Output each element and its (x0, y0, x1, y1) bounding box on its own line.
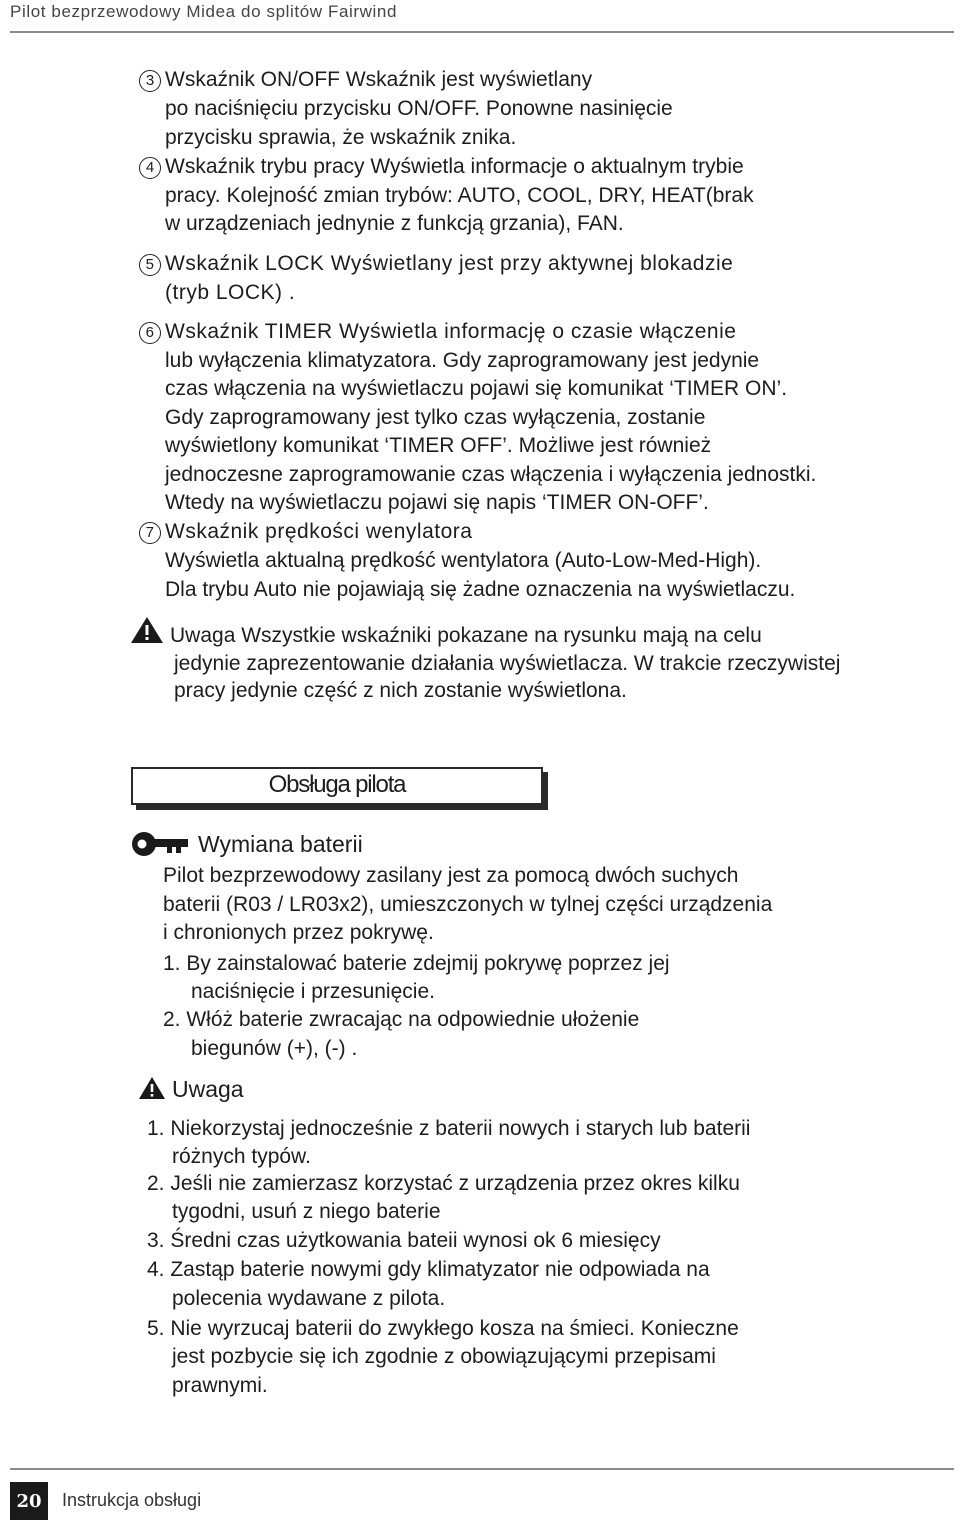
indicator-4-line-2: pracy. Kolejność zmian trybów: AUTO, COOL, DRY, HEAT(brak (165, 184, 754, 207)
indicator-6-line-5: wyświetlony komunikat ‘TIMER OFF’. Możliwe jest również (165, 434, 712, 457)
warning-2-item-1: 1. Niekorzystaj jednocześnie z baterii nowych i starych lub baterii (147, 1117, 751, 1140)
indicator-6-line-1: 6 Wskaźnik TIMER Wyświetla informację o czasie włączenie (139, 318, 736, 346)
battery-heading: Wymiana baterii (198, 831, 363, 857)
header-divider (10, 31, 954, 33)
warning-2-item-2: 2. Jeśli nie zamierzasz korzystać z urządzenia przez okres kilku (147, 1172, 740, 1195)
indicator-5-line-1: 5 Wskaźnik LOCK Wyświetlany jest przy aktywnej blokadzie (139, 250, 733, 278)
note-1-line-1: Uwaga Wszystkie wskaźniki pokazane na rysunku mają na celu (170, 624, 762, 647)
warning-2-item-4-cont: polecenia wydawane z pilota. (172, 1287, 446, 1310)
page-number: 20 (10, 1482, 48, 1520)
battery-step-1: 1. By zainstalować baterie zdejmij pokrywę poprzez jej (163, 952, 670, 975)
warning-2-item-5: 5. Nie wyrzucaj baterii do zwykłego kosza na śmieci. Konieczne (147, 1317, 739, 1340)
number-badge-6: 6 (139, 322, 161, 344)
note-1-line-2: jedynie zaprezentowanie działania wyświetlacza. W trakcie rzeczywistej (174, 652, 841, 675)
indicator-7-line-1: 7 Wskaźnik prędkości wenylatora (139, 518, 472, 546)
number-badge-7: 7 (139, 522, 161, 544)
indicator-7-line-2: Wyświetla aktualną prędkość wentylatora (Auto-Low-Med-High). (165, 549, 762, 572)
indicator-6-line-7: Wtedy na wyświetlaczu pojawi się napis ‘TIMER ON-OFF’. (165, 491, 709, 514)
note-1-line-3: pracy jedynie część z nich zostanie wyświetlona. (174, 679, 627, 702)
warning-2-item-5-cont-2: prawnymi. (172, 1374, 268, 1397)
indicator-3-line-2: po naciśnięciu przycisku ON/OFF. Ponowne nasinięcie (165, 97, 673, 120)
indicator-7-line-3: Dla trybu Auto nie pojawiają się żadne oznaczenia na wyświetlaczu. (165, 578, 796, 601)
battery-intro-line-2: baterii (R03 / LR03x2), umieszczonych w tylnej części urządzenia (163, 893, 773, 916)
warning-2-title: Uwaga (172, 1076, 244, 1102)
footer-divider (10, 1468, 954, 1470)
indicator-6-line-3: czas włączenia na wyświetlaczu pojawi się komunikat ‘TIMER ON’. (165, 377, 788, 400)
battery-step-1-cont: naciśnięcie i przesunięcie. (191, 980, 435, 1003)
battery-intro-line-1: Pilot bezprzewodowy zasilany jest za pomocą dwóch suchych (163, 864, 739, 887)
battery-step-2: 2. Włóż baterie zwracając na odpowiednie ułożenie (163, 1008, 640, 1031)
warning-icon-2 (138, 1076, 166, 1105)
indicator-6-line-4: Gdy zaprogramowany jest tylko czas wyłączenia, zostanie (165, 406, 706, 429)
warning-2-item-1-cont: różnych typów. (172, 1145, 311, 1168)
warning-2-item-5-cont-1: jest pozbycie się ich zgodnie z obowiązującymi przepisami (172, 1345, 716, 1368)
page-header-title: Pilot bezprzewodowy Midea do splitów Fairwind (10, 2, 397, 21)
warning-2-item-3: 3. Średni czas użytkowania bateii wynosi ok 6 miesięcy (147, 1229, 661, 1252)
number-badge-3: 3 (139, 70, 161, 92)
number-badge-5: 5 (139, 254, 161, 276)
indicator-5-line-2: (tryb LOCK) . (165, 281, 296, 304)
battery-intro-line-3: i chronionych przez pokrywę. (163, 921, 434, 944)
battery-step-2-cont: biegunów (+), (-) . (191, 1037, 358, 1060)
warning-icon (130, 616, 164, 649)
footer-label: Instrukcja obsługi (62, 1490, 202, 1510)
warning-2-item-4: 4. Zastąp baterie nowymi gdy klimatyzator nie odpowiada na (147, 1258, 710, 1281)
key-icon (131, 829, 191, 864)
indicator-6-line-2: lub wyłączenia klimatyzatora. Gdy zaprogramowany jest jedynie (165, 349, 760, 372)
indicator-4-line-1: 4 Wskaźnik trybu pracy Wyświetla informacje o aktualnym trybie (139, 153, 744, 181)
indicator-3-line-1: 3 Wskaźnik ON/OFF Wskaźnik jest wyświetlany (139, 66, 592, 94)
indicator-4-line-3: w urządzeniach jednynie z funkcją grzania), FAN. (165, 212, 624, 235)
indicator-6-line-6: jednoczesne zaprogramowanie czas włączenia i wyłączenia jednostki. (165, 463, 817, 486)
warning-2-item-2-cont: tygodni, usuń z niego baterie (172, 1200, 441, 1223)
section-title: Obsługa pilota (268, 771, 406, 798)
number-badge-4: 4 (139, 157, 161, 179)
indicator-3-line-3: przycisku sprawia, że wskaźnik znika. (165, 126, 517, 149)
